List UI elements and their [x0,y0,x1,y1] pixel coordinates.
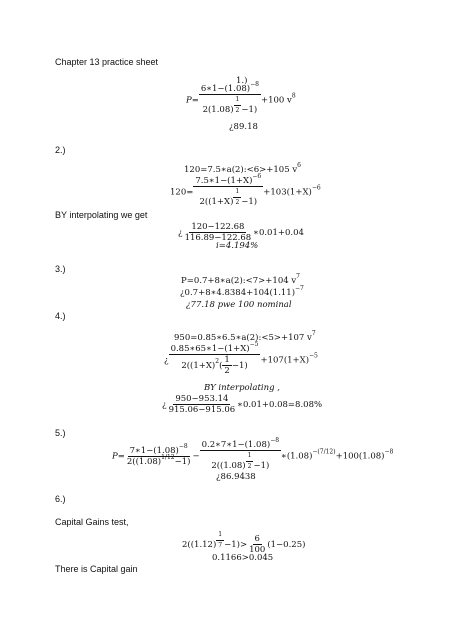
q6-label: 6.) [55,494,66,504]
q4-label: 4.) [55,311,66,321]
capital-gains-title: Capital Gains test, [55,517,129,527]
q5-equation: P= $\frac{7∗1-(1.08)^{-8}}{2((1.08)^{1/12}-1)}$ − $0.2∗7∗1-(1.08)^{-8}$ 2((1.08) $^{\frac{1}{2}}$ −1) $∗(1.08)^{-(7/12)}+100(1.08)^{-8}$ [112,437,394,471]
q2-label: 2.) [55,145,66,155]
q2-interp-text: BY interpolating we get [55,210,148,220]
q3-line2: ¿$0.7+8∗4.8384+104(1.11)^{-7}$ [180,285,304,298]
q1-equation: P= $6∗1-(1.08)^{-8}$ 2(1.08) $^{\frac{1}{2}}$ −1) +100 $v^8$ [186,81,296,115]
q5-result: ¿86.9438 [216,472,256,482]
q3-label: 3.) [55,264,66,274]
q1-label: 1.) [236,76,248,86]
q2-interp-equation: ¿ $\frac{120-122.68}{116.89-122.68}$ ∗0.01+0.04 [178,222,304,243]
q2-result: i=4.194% [216,241,259,251]
q2-line1: 120=7.5∗a(2):<6>+105 $v^6$ [184,162,301,175]
q5-label: 5.) [55,428,66,438]
page-title: Chapter 13 practice sheet [55,57,159,67]
q4-line1: 950=0.85∗6.5∗a(2):<5>+107 $v^7$ [174,330,316,343]
q3-line3: ¿77.18 pwe 100 nominal [186,300,292,310]
q4-equation: ¿ $0.85∗65∗1-(1+X)^{-5}$ $2((1+X)^2$( $\frac{1}{2}$ −1) $+107(1+X)^{-5}$ [164,341,318,376]
q4-interp: BY interpolating , [204,383,280,393]
q4-interp-equation: ¿ $\frac{950-953.14}{915.06-915.06}$ ∗0.01+0.08=8.08% [162,394,323,415]
q3-line1: P=0.7+8∗a(2):<7>+104 $v^7$ [181,273,300,286]
q2-equation: 120= $7.5∗1-(1+X)^{-6}$ 2((1+X) $^{\frac{1}{2}}$ −1) $+103(1+X)^{-6}$ [170,173,321,207]
q6-conclusion: There is Capital gain [55,564,138,574]
q6-compare: 0.1166>0.045 [212,553,274,563]
q6-equation: 2((1.12) $^{\frac{1}{7}}$ −1)> $\frac{6}{100}$ (1−0.25) [182,531,306,555]
q1-result: ¿89.18 [229,122,258,132]
